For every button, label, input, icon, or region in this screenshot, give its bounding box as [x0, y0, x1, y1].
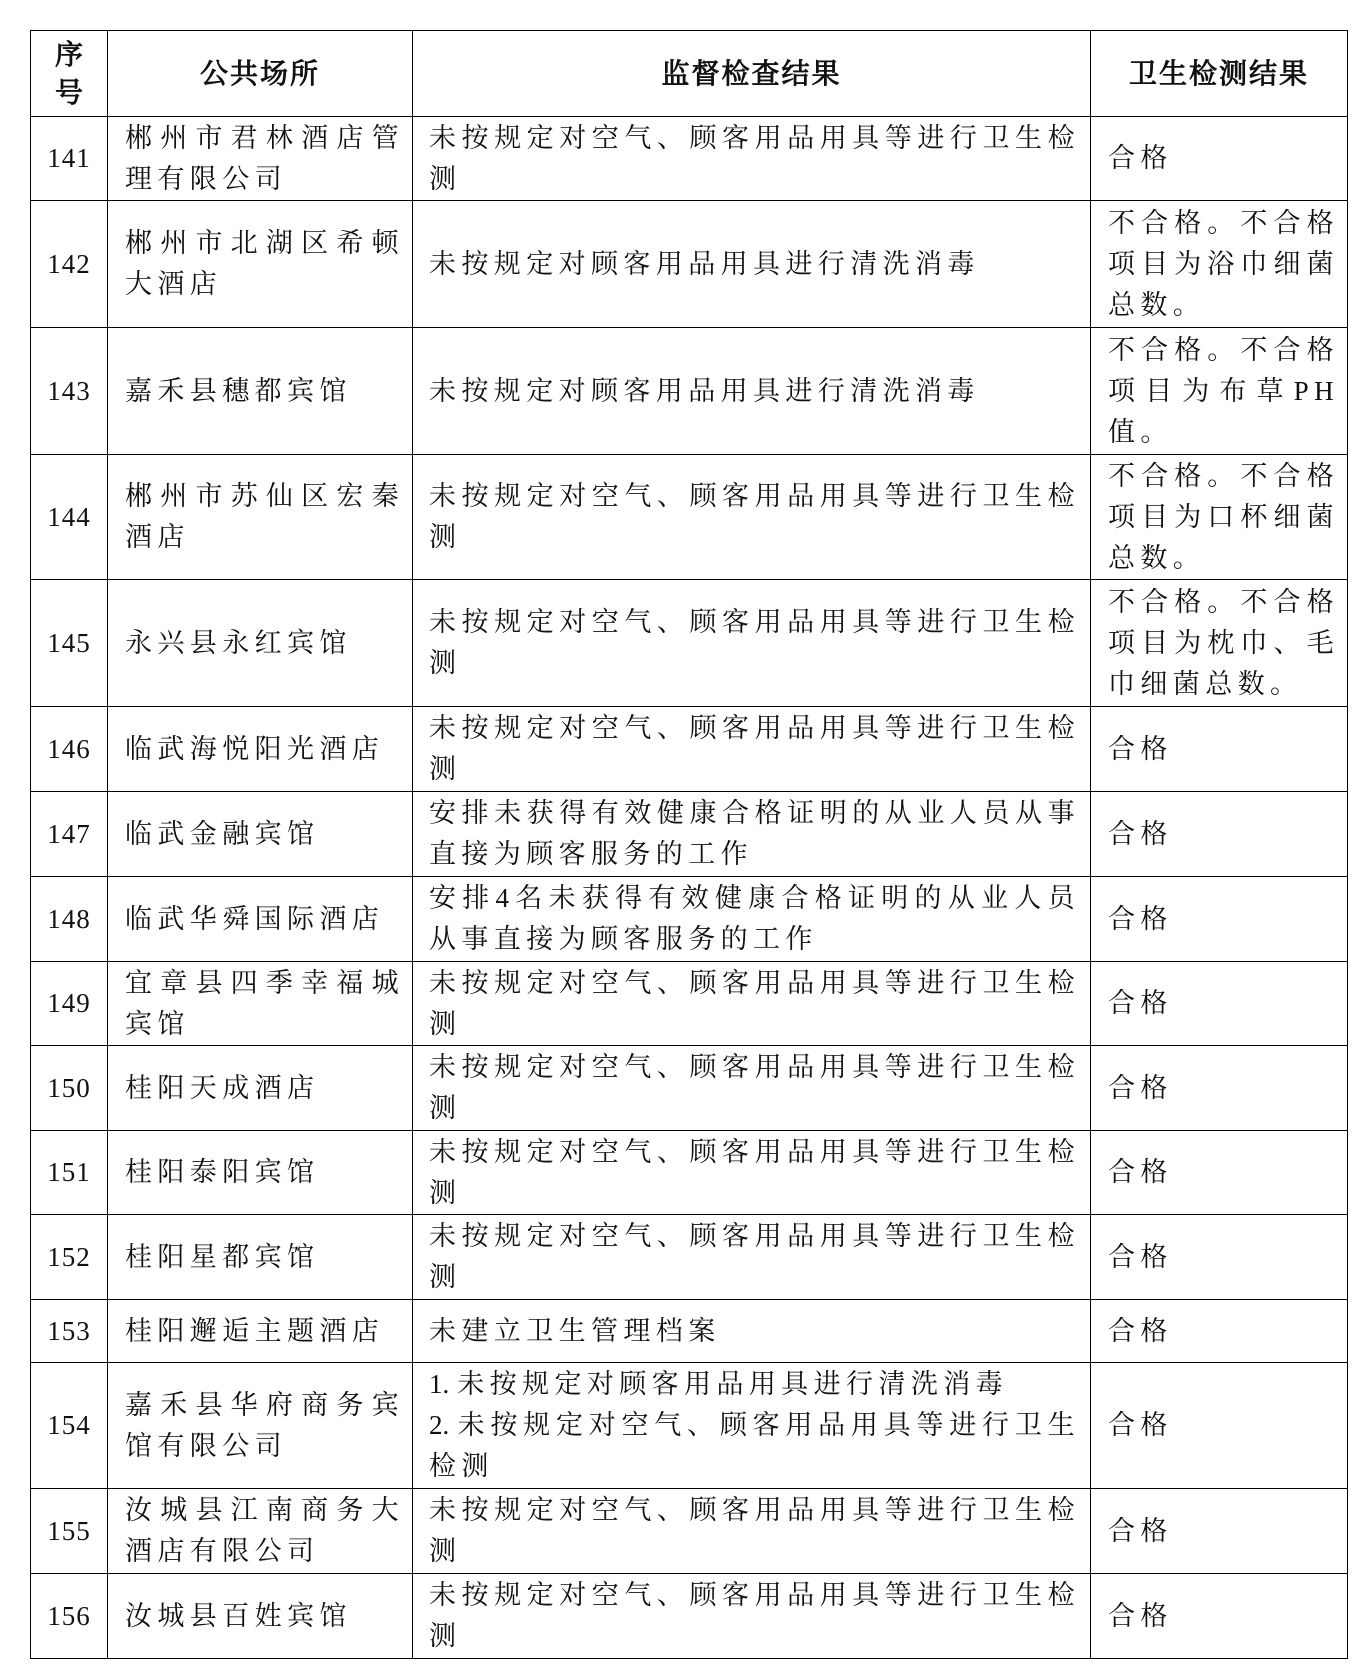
- inspection-result-cell: [413, 117, 1091, 201]
- row-number-cell: 148: [31, 877, 108, 962]
- table-row: [31, 877, 1348, 962]
- inspection-item: [429, 1311, 1080, 1352]
- table-row: [31, 792, 1348, 877]
- inspection-item-text: 未按规定对空气、顾客用品用具等进行卫生检测: [429, 122, 1080, 194]
- testing-result-cell: 合格: [1091, 962, 1348, 1046]
- testing-result-cell: 合格: [1091, 1489, 1348, 1574]
- inspection-item-text: 未按规定对顾客用品用具进行清洗消毒: [429, 375, 980, 406]
- testing-result-cell: 合格: [1091, 1300, 1348, 1363]
- inspection-result-cell: [413, 707, 1091, 792]
- table-row: [31, 1574, 1348, 1659]
- venue-cell: 桂阳星都宾馆: [108, 1215, 413, 1300]
- inspection-item-text: 未按规定对空气、顾客用品用具等进行卫生检测: [429, 1580, 1080, 1651]
- row-number-cell: 152: [31, 1215, 108, 1300]
- inspection-item: [429, 1047, 1080, 1129]
- table-row: [31, 1046, 1348, 1131]
- inspection-item-number: 1.: [429, 1369, 450, 1399]
- inspection-result-cell: [413, 201, 1091, 328]
- header-row-number-label: 序号: [54, 37, 83, 109]
- inspection-result-cell: [413, 580, 1091, 707]
- venue-cell: 汝城县江南商务大酒店有限公司: [108, 1489, 413, 1574]
- inspection-item: [429, 1490, 1080, 1572]
- inspection-result-cell: [413, 792, 1091, 877]
- row-number-cell: 141: [31, 117, 108, 201]
- inspection-item: [429, 793, 1080, 875]
- inspection-item: [429, 1405, 1080, 1487]
- inspection-result-cell: [413, 1131, 1091, 1215]
- inspection-result-cell: [413, 1046, 1091, 1131]
- inspection-result-cell: [413, 877, 1091, 962]
- inspection-item-text: 安排4名未获得有效健康合格证明的从业人员从事直接为顾客服务的工作: [429, 883, 1080, 954]
- row-number-cell: 156: [31, 1574, 108, 1659]
- inspection-item: [429, 1216, 1080, 1298]
- venue-cell: 郴州市北湖区希顿大酒店: [108, 201, 413, 328]
- testing-result-cell: 合格: [1091, 1046, 1348, 1131]
- testing-result-cell: 合格: [1091, 117, 1348, 201]
- table-row: [31, 962, 1348, 1046]
- table-row: [31, 117, 1348, 201]
- table-row: [31, 455, 1348, 580]
- testing-result-cell: 不合格。不合格项目为布草PH值。: [1091, 328, 1348, 455]
- inspection-item-text: 安排未获得有效健康合格证明的从业人员从事直接为顾客服务的工作: [429, 798, 1080, 869]
- venue-cell: 桂阳邂逅主题酒店: [108, 1300, 413, 1363]
- testing-result-cell: 不合格。不合格项目为口杯细菌总数。: [1091, 455, 1348, 580]
- inspection-result-cell: [413, 455, 1091, 580]
- inspection-result-cell: [413, 1363, 1091, 1489]
- testing-result-cell: 合格: [1091, 877, 1348, 962]
- testing-result-cell: 合格: [1091, 1363, 1348, 1489]
- inspection-item: [429, 118, 1080, 200]
- inspection-item: [429, 708, 1080, 790]
- inspection-item-text: 未建立卫生管理档案: [429, 1315, 721, 1346]
- venue-cell: 临武海悦阳光酒店: [108, 707, 413, 792]
- inspection-item: [429, 602, 1080, 684]
- venue-cell: 桂阳泰阳宾馆: [108, 1131, 413, 1215]
- inspection-result-cell: [413, 1215, 1091, 1300]
- table-header-row: [31, 31, 1348, 117]
- inspection-item: [429, 371, 1080, 412]
- inspection-result-cell: [413, 328, 1091, 455]
- inspection-item-text: 未按规定对空气、顾客用品用具等进行卫生检测: [429, 1410, 1080, 1481]
- inspection-item: [429, 963, 1080, 1045]
- venue-cell: 嘉禾县华府商务宾馆有限公司: [108, 1363, 413, 1489]
- table-row: [31, 201, 1348, 328]
- row-number-cell: 142: [31, 201, 108, 328]
- inspection-item: [429, 1132, 1080, 1214]
- inspection-item: [429, 878, 1080, 960]
- inspection-item: [429, 476, 1080, 558]
- inspection-item-text: 未按规定对空气、顾客用品用具等进行卫生检测: [429, 481, 1080, 552]
- row-number-cell: 150: [31, 1046, 108, 1131]
- row-number-cell: 145: [31, 580, 108, 707]
- inspection-item-text: 未按规定对顾客用品用具进行清洗消毒: [429, 248, 980, 279]
- testing-result-cell: 不合格。不合格项目为浴巾细菌总数。: [1091, 201, 1348, 328]
- inspection-item: [429, 244, 1080, 285]
- inspection-item-text: 未按规定对空气、顾客用品用具等进行卫生检测: [429, 1052, 1080, 1123]
- table-row: [31, 707, 1348, 792]
- table-row: [31, 580, 1348, 707]
- table-row: [31, 1489, 1348, 1574]
- venue-cell: 临武金融宾馆: [108, 792, 413, 877]
- inspection-item-text: 未按规定对空气、顾客用品用具等进行卫生检测: [429, 1136, 1080, 1208]
- testing-result-cell: 合格: [1091, 792, 1348, 877]
- row-number-cell: 151: [31, 1131, 108, 1215]
- testing-result-cell: 合格: [1091, 707, 1348, 792]
- header-venue: 公共场所: [108, 31, 413, 117]
- inspection-item: [429, 1575, 1080, 1657]
- table-row: [31, 1363, 1348, 1489]
- venue-cell: 嘉禾县穗都宾馆: [108, 328, 413, 455]
- testing-result-cell: 不合格。不合格项目为枕巾、毛巾细菌总数。: [1091, 580, 1348, 707]
- inspection-result-cell: [413, 1300, 1091, 1363]
- venue-cell: 临武华舜国际酒店: [108, 877, 413, 962]
- inspection-item: [429, 1364, 1080, 1405]
- venue-cell: 郴州市君林酒店管理有限公司: [108, 117, 413, 201]
- row-number-cell: 144: [31, 455, 108, 580]
- row-number-cell: 154: [31, 1363, 108, 1489]
- inspection-item-number: 2.: [429, 1410, 450, 1440]
- inspection-item-text: 未按规定对空气、顾客用品用具等进行卫生检测: [429, 713, 1080, 784]
- table-row: [31, 328, 1348, 455]
- venue-cell: 桂阳天成酒店: [108, 1046, 413, 1131]
- header-inspection-result: 监督检查结果: [413, 31, 1091, 117]
- table-row: [31, 1300, 1348, 1363]
- table-row: [31, 1131, 1348, 1215]
- inspection-results-table: [30, 30, 1348, 1659]
- testing-result-cell: 合格: [1091, 1131, 1348, 1215]
- inspection-item-text: 未按规定对空气、顾客用品用具等进行卫生检测: [429, 1221, 1080, 1292]
- table-row: [31, 1215, 1348, 1300]
- row-number-cell: 146: [31, 707, 108, 792]
- row-number-cell: 149: [31, 962, 108, 1046]
- venue-cell: 永兴县永红宾馆: [108, 580, 413, 707]
- venue-cell: 汝城县百姓宾馆: [108, 1574, 413, 1659]
- inspection-item-text: 未按规定对空气、顾客用品用具等进行卫生检测: [429, 1495, 1080, 1566]
- inspection-result-cell: [413, 1574, 1091, 1659]
- row-number-cell: 143: [31, 328, 108, 455]
- inspection-item-text: 未按规定对空气、顾客用品用具等进行卫生检测: [429, 967, 1080, 1039]
- inspection-item-text: 未按规定对顾客用品用具进行清洗消毒: [457, 1369, 1009, 1399]
- header-testing-result: 卫生检测结果: [1091, 31, 1348, 117]
- testing-result-cell: 合格: [1091, 1215, 1348, 1300]
- inspection-result-cell: [413, 1489, 1091, 1574]
- row-number-cell: 153: [31, 1300, 108, 1363]
- inspection-result-cell: [413, 962, 1091, 1046]
- row-number-cell: 147: [31, 792, 108, 877]
- venue-cell: 宜章县四季幸福城宾馆: [108, 962, 413, 1046]
- inspection-item-text: 未按规定对空气、顾客用品用具等进行卫生检测: [429, 607, 1080, 678]
- header-row-number: [31, 31, 108, 117]
- table-body: [31, 117, 1348, 1659]
- row-number-cell: 155: [31, 1489, 108, 1574]
- testing-result-cell: 合格: [1091, 1574, 1348, 1659]
- venue-cell: 郴州市苏仙区宏秦酒店: [108, 455, 413, 580]
